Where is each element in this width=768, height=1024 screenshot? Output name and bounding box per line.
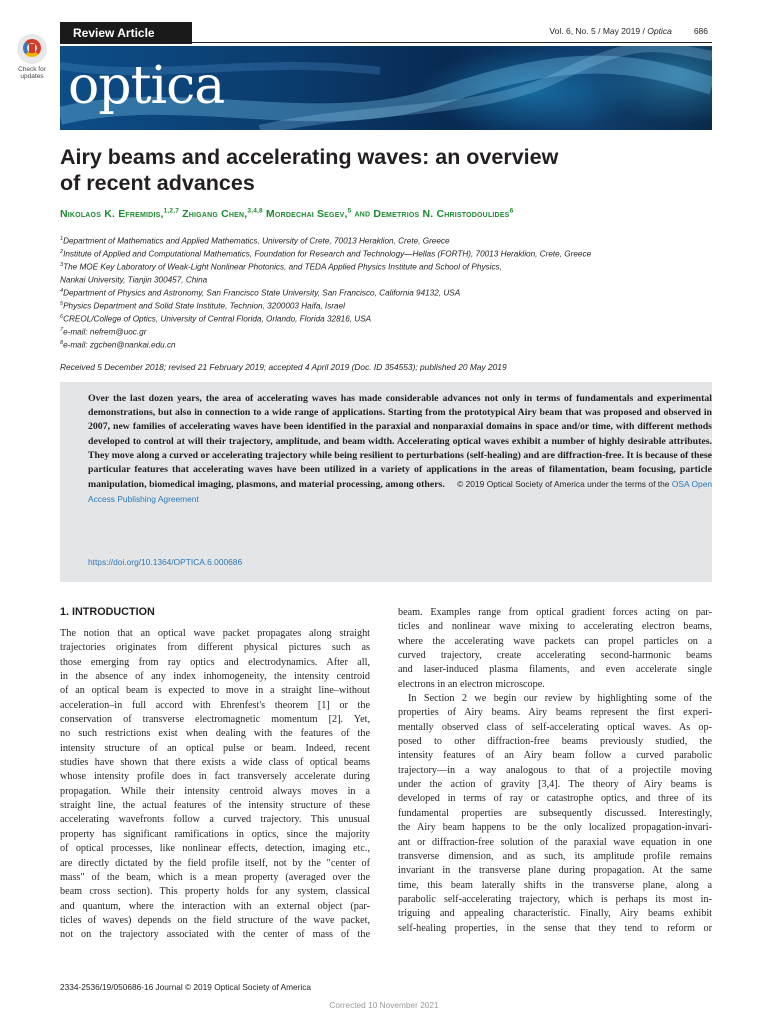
body-column-left bbox=[60, 627, 370, 943]
body-text-line: propagation. While their intensity centroid always moves in a bbox=[60, 785, 370, 797]
body-text-line: triguing and appealing characteristic. Finally, Airy beams exhibit bbox=[398, 908, 712, 920]
email-link-2[interactable]: $^8$e-mail: zgchen@nankai.edu.cn bbox=[60, 340, 176, 350]
body-text-line: and quantum, where the interaction with an external object (par- bbox=[60, 900, 370, 912]
body-text-line: mentally observed class of self-accelerating optical waves. As op- bbox=[398, 721, 712, 733]
doi-link[interactable]: https://doi.org/10.1364/OPTICA.6.000686 bbox=[88, 557, 243, 567]
body-text-line: The notion that an optical wave packet propagates along straight bbox=[60, 628, 370, 639]
license-link[interactable]: OSA Open Access Publishing Agreement bbox=[88, 479, 713, 505]
page-number: 686 bbox=[693, 26, 708, 36]
publication-history: Received 5 December 2018; revised 21 February 2019; accepted 4 April 2019 (Doc. ID 354553); published 20 May 2019 bbox=[60, 362, 507, 372]
affiliation-item: Nankai University, Tianjin 300457, China bbox=[60, 275, 208, 285]
body-text-line: intensity structure of an optical pulse or beam. Indeed, recent bbox=[60, 742, 370, 754]
body-text-line: of an optical beam is expected to move in a straight line–without bbox=[60, 685, 370, 697]
author-conjunction: and bbox=[354, 207, 371, 220]
check-for-updates-line2: updates bbox=[20, 73, 44, 80]
author-2: Zhigang Chen,$^{3,4,8}$ bbox=[182, 207, 263, 220]
body-text-line: properties of Airy beams. Airy beams represent the first experi- bbox=[398, 707, 712, 719]
journal-logo: optica bbox=[68, 56, 225, 116]
body-text-line: accelerating wavefronts follow a curved trajectory. This unusual bbox=[60, 814, 370, 826]
issue-volume: Vol. 6, No. 5 / May 2019 / bbox=[549, 26, 648, 36]
body-text-line: transverse dimension, and as such, its amplitude profile remains bbox=[398, 850, 712, 862]
body-text-line: curved trajectory, create accelerating second-harmonic beams bbox=[398, 650, 712, 662]
copyright-notice: © 2019 Optical Society of America under the terms of the OSA Open Access Publishing Agreement bbox=[88, 479, 713, 505]
title-line-1: Airy beams and accelerating waves: an overview bbox=[60, 145, 559, 169]
affiliation-item: $^6$CREOL/College of Optics, University of Central Florida, Orlando, Florida 32816, USA bbox=[60, 314, 372, 324]
body-text-line: parabolic self-accelerating trajectory, which is perhaps its most in- bbox=[398, 893, 712, 905]
affiliation-list bbox=[60, 234, 720, 351]
body-text-line: studies have shown that there exists a wide class of optical beams bbox=[60, 757, 370, 769]
body-text-line: trajectories originates from different physical pictures such as bbox=[60, 642, 370, 654]
section-label: Review Article bbox=[60, 22, 192, 44]
journal-citation: 2334-2536/19/050686-16 Journal © 2019 Optical Society of America bbox=[60, 982, 312, 992]
affiliation-item: $^2$Institute of Applied and Computational Mathematics, Foundation for Research and Technology—Hellas (FORTH), 70013 Heraklion, Crete, Greece bbox=[60, 249, 592, 259]
email-link-1[interactable]: $^7$e-mail: nefrem@uoc.gr bbox=[60, 327, 147, 337]
body-text-line: conservation of transverse electromagnetic momentum [2]. Yet, bbox=[60, 714, 370, 726]
check-for-updates-badge[interactable] bbox=[10, 34, 54, 80]
body-text-line: whose intensity profile does in fact transversely accelerate during bbox=[60, 771, 370, 783]
body-text-line: fundamental properties are subsequently discussed. Interestingly, bbox=[398, 807, 712, 819]
body-text-line: developed in terms of ray or catastrophe optics, and three of its bbox=[398, 793, 712, 805]
body-text-line: mass" of the beam, which is a mean property (averaged over the bbox=[60, 871, 370, 883]
body-text-line: In Section 2 we begin our review by highlighting some of the bbox=[408, 693, 712, 705]
body-text-line: property has significant ramifications in optics, since the majority bbox=[60, 828, 370, 840]
body-text-line: no such restrictions exist when dealing with the features of the bbox=[60, 728, 370, 740]
body-text-line: beam. Examples range from optical gradient forces acting on par- bbox=[398, 607, 712, 618]
body-text-line: trajectory—in a way analogous to that of a projectile moving bbox=[398, 764, 712, 776]
affiliation-item: $^1$Department of Mathematics and Applied Mathematics, University of Crete, 70013 Heraklion, Crete, Greece bbox=[60, 236, 450, 246]
body-text-line: not on the trajectory associated with the center of mass of the bbox=[60, 929, 370, 941]
body-text-line: posed to other diffraction-free beams previously studied, the bbox=[398, 736, 712, 748]
body-text-line: intensity features of an Airy beam follow a curved parabolic bbox=[398, 750, 712, 762]
correction-notice: Corrected 10 November 2021 bbox=[329, 1000, 439, 1010]
body-text-line: ticles and nonlinear wave mixing to accelerating electron beams, bbox=[398, 621, 712, 633]
body-text-line: the Airy beam happens to be the only localized propagation-invari- bbox=[398, 822, 712, 834]
body-text-line: those emerging from ray optics and electrodynamics. After all, bbox=[60, 656, 370, 668]
body-text-line: beam cross section). This property holds for any system, classical bbox=[60, 886, 370, 898]
header-rule bbox=[192, 42, 712, 43]
body-text-line: are directly dictated by the field profile itself, not by the "center of bbox=[60, 857, 370, 869]
issue-info bbox=[549, 26, 708, 36]
journal-name: Optica bbox=[647, 26, 672, 36]
author-1: Nikolaos K. Efremidis,$^{1,2,7}$ bbox=[60, 207, 180, 220]
body-text-line: time, this beam laterally shifts in the transverse plane, along a bbox=[398, 879, 712, 891]
body-text-line: ticles of waves) depends on the field structure of the wave packet, bbox=[60, 914, 370, 926]
body-text-line: invariant in the transverse plane during propagation. At the same bbox=[398, 865, 712, 877]
abstract-text: Over the last dozen years, the area of accelerating waves has made considerable advances not only in terms of fundamentals and experimental demonstrations, but also in connection to a wide range of applications. Starting from the prototypical Airy beam that was proposed and observed in 2007, new families of accelerating waves have been identified in the paraxial and nonparaxial domains in space and/or time, with different methods developed to control at will their trajectory, amplitude, and beam width. Accelerating optical waves exhibit a number of highly desirable attributes. They move along a curved or accelerating trajectory while being resilient to perturbations (self-healing) and are diffraction-free. It is because of these particular features that accelerating waves have been utilized in a variety of applications in the areas of filamentation, beam focusing, particle manipulation, biomedical imaging, plasmons, and material processing, among others. bbox=[88, 393, 712, 491]
check-for-updates-line1: Check for bbox=[18, 66, 46, 73]
body-text-line: ant or diffraction-free solution of the paraxial wave equation in one bbox=[398, 836, 712, 848]
body-column-right bbox=[398, 606, 712, 936]
abstract bbox=[88, 392, 712, 508]
article-title bbox=[60, 144, 700, 196]
journal-banner bbox=[60, 46, 712, 130]
body-text-line: and laser-induced plasma filaments, and even accelerate single bbox=[398, 664, 712, 676]
body-text-line: electrons in an electron microscope. bbox=[398, 678, 545, 690]
check-for-updates-icon bbox=[17, 34, 47, 64]
affiliation-item: $^3$The MOE Key Laboratory of Weak-Light Nonlinear Photonics, and TEDA Applied Physics Institute and School of Physics, bbox=[60, 262, 502, 272]
body-text-line: straight line, the actual features of the intensity structure of these bbox=[60, 800, 370, 812]
body-text-line: acceleration–in full accord with Ehrenfest's theorem [1] or the bbox=[60, 699, 370, 711]
author-4: Demetrios N. Christodoulides$^6$ bbox=[373, 207, 514, 220]
body-text-line: in the absence of any index inhomogeneity, the intensity centroid bbox=[60, 671, 370, 683]
body-text-line: self-healing properties, in the sense that they tend to reform or bbox=[398, 922, 712, 934]
title-line-2: of recent advances bbox=[60, 171, 255, 195]
affiliation-item: $^5$Physics Department and Solid State Institute, Technion, 3200003 Haifa, Israel bbox=[60, 301, 345, 311]
author-3: Mordechai Segev,$^5$ bbox=[265, 207, 352, 220]
body-text-line: under the action of gravity [3,4]. The theory of Airy beams is bbox=[398, 779, 712, 791]
affiliation-item: $^4$Department of Physics and Astronomy, San Francisco State University, San Francisco, California 94132, USA bbox=[60, 288, 461, 298]
body-text-line: where the accelerating wave packets can propel particles on a bbox=[398, 635, 712, 647]
author-list bbox=[60, 207, 720, 220]
section-heading: 1. INTRODUCTION bbox=[60, 606, 155, 618]
body-text-line: of optical processes, like nonlinear effects, detection, imaging etc., bbox=[60, 843, 370, 855]
